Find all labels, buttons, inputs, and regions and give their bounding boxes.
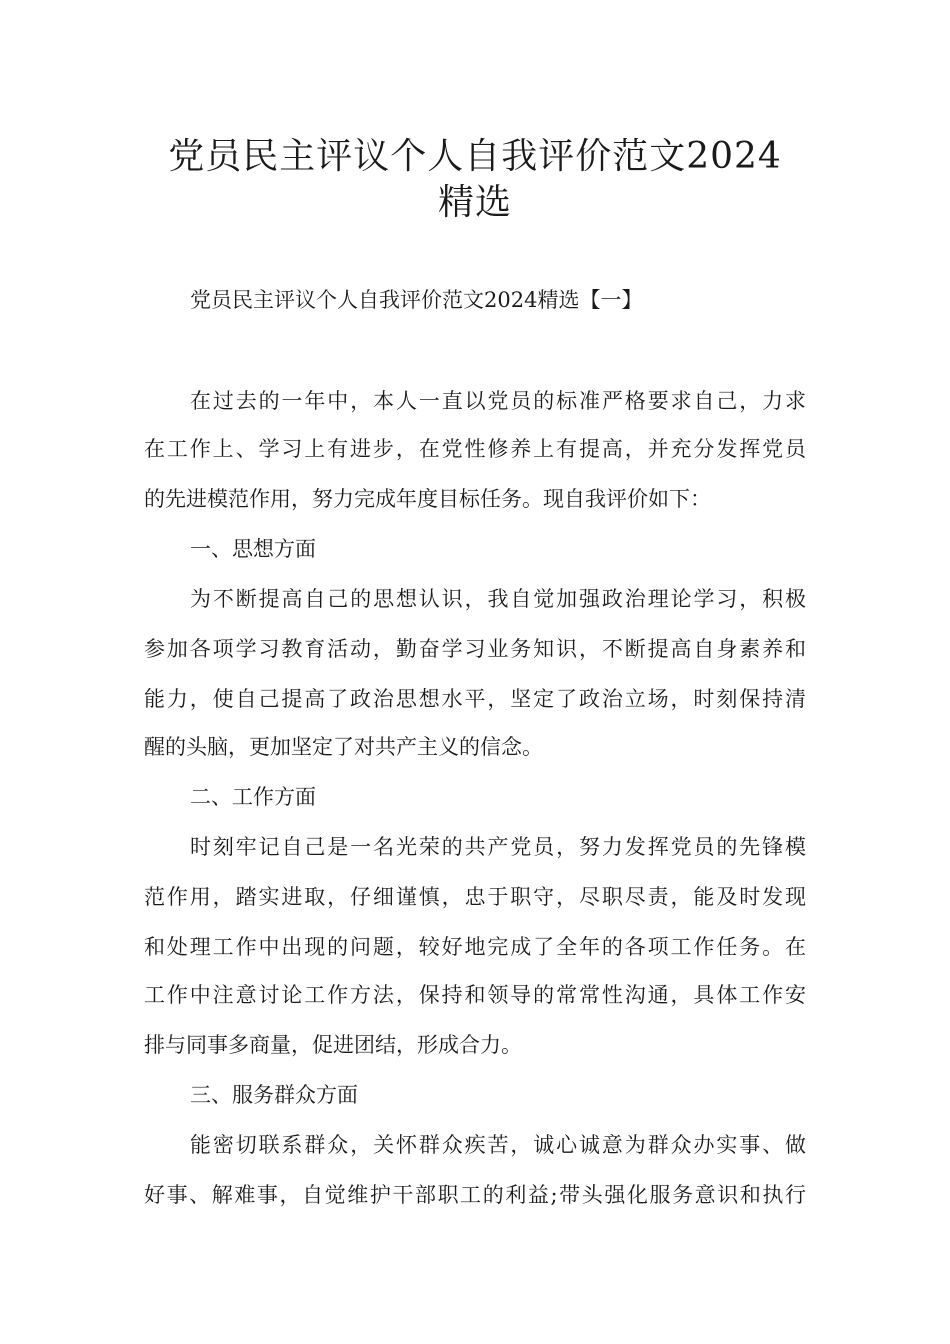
paragraph-line: 的先进模范作用，努力完成年度目标任务。现自我评价如下：: [144, 487, 711, 511]
section-heading-work: 二、工作方面: [190, 785, 316, 809]
paragraph-line: 和处理工作中出现的问题，较好地完成了全年的各项工作任务。在: [144, 935, 806, 959]
paragraph-line: 工作中注意讨论工作方法，保持和领导的常常性沟通，具体工作安: [144, 983, 806, 1007]
paragraph-line: 参加各项学习教育活动，勤奋学习业务知识，不断提高自身素养和: [144, 637, 806, 661]
section-heading-service: 三、服务群众方面: [190, 1083, 358, 1107]
paragraph-line: 醒的头脑，更加坚定了对共产主义的信念。: [144, 735, 543, 759]
paragraph-line: 排与同事多商量，促进团结，形成合力。: [144, 1033, 522, 1057]
paragraph-line: 为不断提高自己的思想认识，我自觉加强政治理论学习，积极: [190, 587, 806, 611]
paragraph-line: 时刻牢记自己是一名光荣的共产党员，努力发挥党员的先锋模: [190, 835, 806, 859]
section-subheading: 党员民主评议个人自我评价范文2024精选【一】: [190, 288, 643, 312]
paragraph-line: 好事、解难事，自觉维护干部职工的利益;带头强化服务意识和执行: [144, 1183, 806, 1207]
document-title-line-2: 精选: [437, 182, 512, 223]
paragraph-line: 在工作上、学习上有进步，在党性修养上有提高，并充分发挥党员: [144, 437, 806, 461]
paragraph-line: 在过去的一年中，本人一直以党员的标准严格要求自己，力求: [190, 389, 806, 413]
paragraph-line: 能密切联系群众，关怀群众疾苦，诚心诚意为群众办实事、做: [190, 1133, 806, 1157]
paragraph-line: 范作用，踏实进取，仔细谨慎，忠于职守，尽职尽责，能及时发现: [144, 885, 806, 909]
section-heading-thought: 一、思想方面: [190, 537, 316, 561]
paragraph-line: 能力，使自己提高了政治思想水平，坚定了政治立场，时刻保持清: [144, 687, 806, 711]
document-title-line-1: 党员民主评议个人自我评价范文2024: [168, 136, 782, 177]
